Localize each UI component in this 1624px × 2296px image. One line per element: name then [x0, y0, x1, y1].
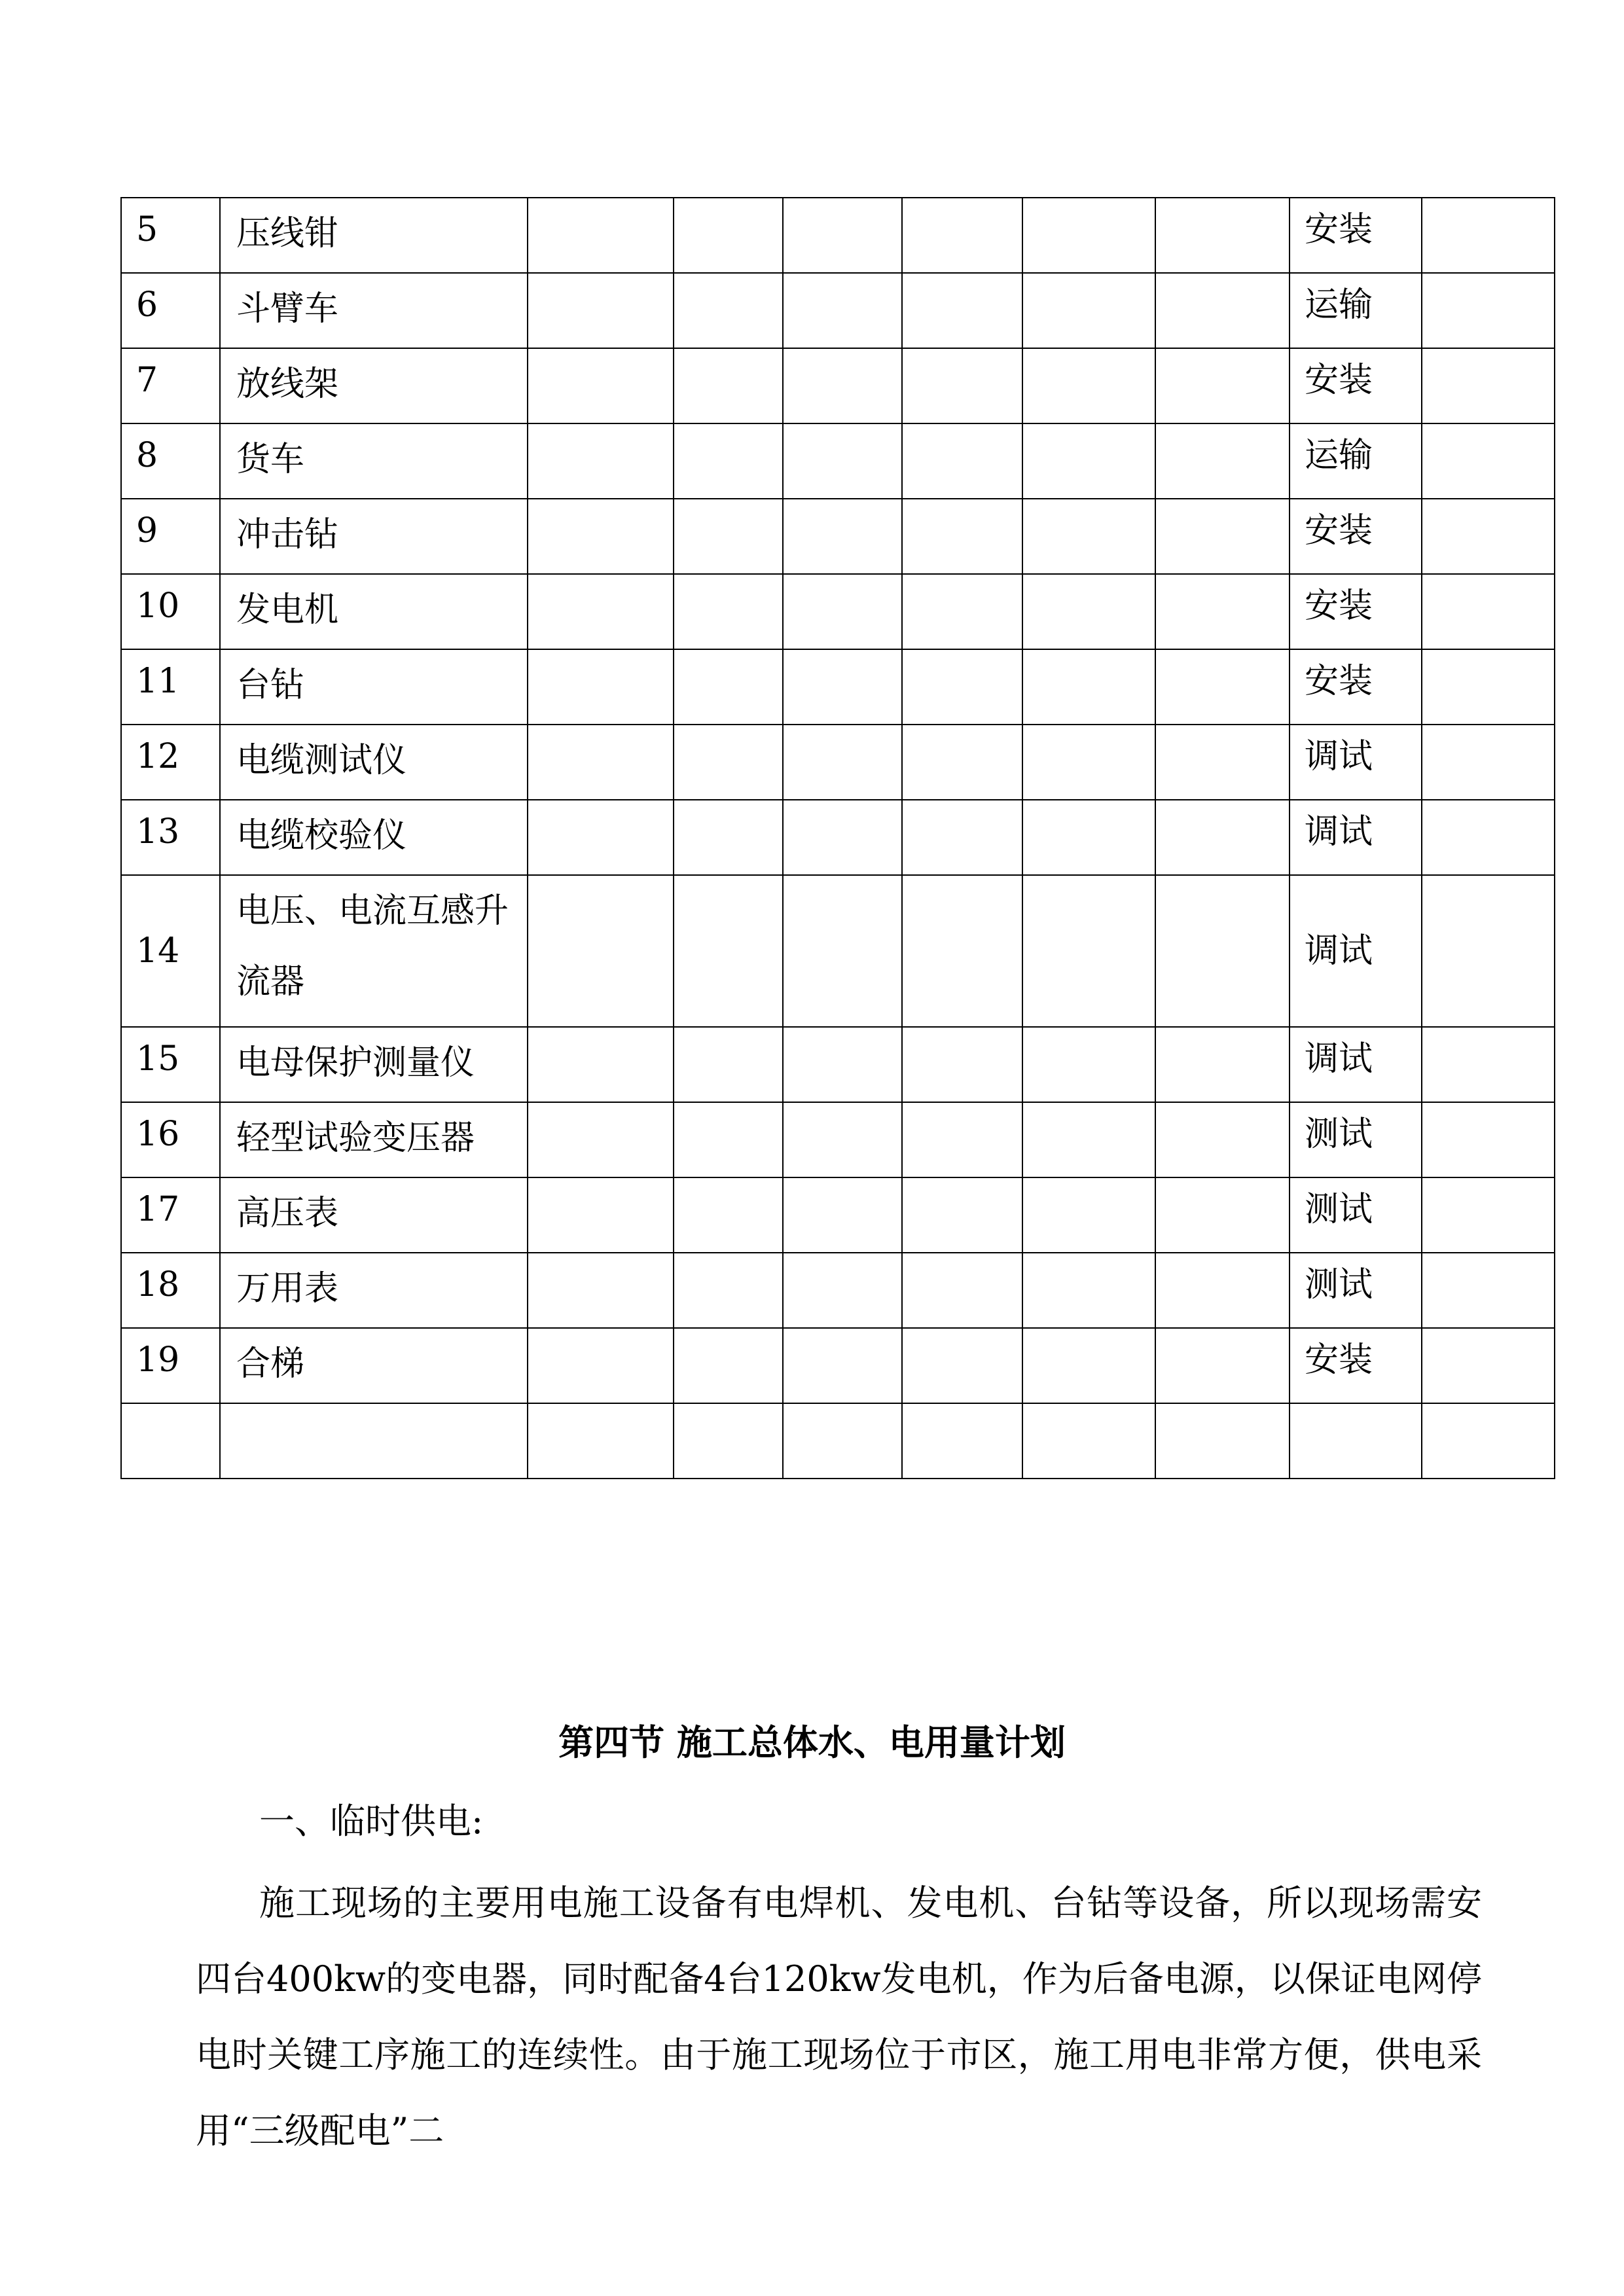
empty-cell	[902, 1253, 1022, 1328]
row-number: 6	[121, 273, 220, 348]
equipment-name: 电缆校验仪	[220, 800, 528, 875]
equipment-name	[220, 1403, 528, 1479]
empty-cell	[674, 875, 783, 1027]
table-row	[121, 1102, 1555, 1177]
empty-cell	[674, 423, 783, 499]
empty-cell	[783, 800, 902, 875]
row-number: 9	[121, 499, 220, 574]
equipment-name: 货车	[220, 423, 528, 499]
equipment-use: 安装	[1290, 198, 1422, 273]
equipment-name: 高压表	[220, 1177, 528, 1253]
equipment-use: 调试	[1290, 1027, 1422, 1102]
empty-cell	[674, 499, 783, 574]
empty-cell	[528, 1177, 674, 1253]
empty-cell	[528, 574, 674, 649]
empty-cell	[1422, 348, 1555, 423]
empty-cell	[1022, 1253, 1155, 1328]
empty-cell	[1022, 1403, 1155, 1479]
empty-cell	[1022, 800, 1155, 875]
empty-cell	[1422, 1403, 1555, 1479]
equipment-name: 冲击钻	[220, 499, 528, 574]
empty-cell	[902, 198, 1022, 273]
empty-cell	[902, 1027, 1022, 1102]
empty-cell	[1155, 1102, 1290, 1177]
empty-cell	[783, 1027, 902, 1102]
row-number: 17	[121, 1177, 220, 1253]
empty-cell	[783, 875, 902, 1027]
equipment-name: 电压、电流互感升流器	[220, 875, 528, 1027]
empty-cell	[1022, 499, 1155, 574]
equipment-name: 放线架	[220, 348, 528, 423]
empty-cell	[783, 1403, 902, 1479]
table-row	[121, 198, 1555, 273]
empty-cell	[902, 1328, 1022, 1403]
empty-cell	[674, 725, 783, 800]
empty-cell	[1022, 198, 1155, 273]
empty-cell	[528, 875, 674, 1027]
empty-cell	[783, 1328, 902, 1403]
equipment-use: 测试	[1290, 1253, 1422, 1328]
equipment-name: 合梯	[220, 1328, 528, 1403]
equipment-use: 安装	[1290, 499, 1422, 574]
empty-cell	[674, 1102, 783, 1177]
equipment-name: 压线钳	[220, 198, 528, 273]
empty-cell	[902, 574, 1022, 649]
empty-cell	[528, 725, 674, 800]
equipment-name: 台钻	[220, 649, 528, 725]
empty-cell	[1022, 875, 1155, 1027]
empty-cell	[783, 649, 902, 725]
empty-cell	[783, 273, 902, 348]
empty-cell	[1422, 800, 1555, 875]
empty-cell	[902, 1102, 1022, 1177]
equipment-use	[1290, 1403, 1422, 1479]
empty-cell	[674, 1403, 783, 1479]
equipment-use: 调试	[1290, 725, 1422, 800]
table-row	[121, 649, 1555, 725]
row-number: 18	[121, 1253, 220, 1328]
empty-cell	[1022, 1102, 1155, 1177]
empty-cell	[1155, 1328, 1290, 1403]
equipment-use: 测试	[1290, 1177, 1422, 1253]
empty-cell	[1022, 1027, 1155, 1102]
empty-cell	[528, 499, 674, 574]
row-number: 12	[121, 725, 220, 800]
empty-cell	[674, 1328, 783, 1403]
equipment-name: 电缆测试仪	[220, 725, 528, 800]
empty-cell	[528, 348, 674, 423]
table-row	[121, 1027, 1555, 1102]
empty-cell	[1422, 1027, 1555, 1102]
empty-cell	[902, 800, 1022, 875]
empty-cell	[674, 1027, 783, 1102]
empty-cell	[1422, 1177, 1555, 1253]
empty-cell	[1155, 1027, 1290, 1102]
empty-cell	[528, 1403, 674, 1479]
empty-cell	[528, 198, 674, 273]
empty-cell	[1155, 1253, 1290, 1328]
empty-cell	[1155, 499, 1290, 574]
empty-cell	[1022, 574, 1155, 649]
empty-cell	[783, 348, 902, 423]
empty-cell	[528, 1328, 674, 1403]
table-row	[121, 875, 1555, 1027]
empty-cell	[1422, 198, 1555, 273]
empty-cell	[1422, 725, 1555, 800]
empty-cell	[783, 423, 902, 499]
empty-cell	[1155, 875, 1290, 1027]
empty-cell	[902, 875, 1022, 1027]
empty-cell	[1155, 725, 1290, 800]
empty-cell	[1155, 198, 1290, 273]
equipment-use: 安装	[1290, 1328, 1422, 1403]
equipment-use: 安装	[1290, 348, 1422, 423]
empty-cell	[783, 499, 902, 574]
empty-cell	[1422, 499, 1555, 574]
row-number: 14	[121, 875, 220, 1027]
row-number: 13	[121, 800, 220, 875]
empty-cell	[1022, 1177, 1155, 1253]
empty-cell	[902, 499, 1022, 574]
table-row	[121, 1177, 1555, 1253]
empty-cell	[783, 725, 902, 800]
empty-cell	[1155, 1177, 1290, 1253]
equipment-name: 万用表	[220, 1253, 528, 1328]
empty-cell	[1155, 649, 1290, 725]
empty-cell	[1155, 273, 1290, 348]
table-row	[121, 800, 1555, 875]
empty-cell	[674, 273, 783, 348]
equipment-use: 调试	[1290, 800, 1422, 875]
empty-cell	[1022, 423, 1155, 499]
equipment-use: 安装	[1290, 574, 1422, 649]
empty-cell	[1422, 875, 1555, 1027]
empty-cell	[1422, 1328, 1555, 1403]
empty-cell	[528, 800, 674, 875]
table-row	[121, 1253, 1555, 1328]
row-number: 7	[121, 348, 220, 423]
empty-cell	[1155, 423, 1290, 499]
empty-cell	[674, 1177, 783, 1253]
empty-cell	[902, 725, 1022, 800]
empty-cell	[528, 423, 674, 499]
table-row	[121, 1328, 1555, 1403]
empty-cell	[1422, 649, 1555, 725]
row-number: 11	[121, 649, 220, 725]
empty-cell	[783, 1177, 902, 1253]
empty-cell	[1422, 423, 1555, 499]
table-row	[121, 1403, 1555, 1479]
empty-cell	[528, 1027, 674, 1102]
empty-cell	[1022, 348, 1155, 423]
section-heading: 第四节 施工总体水、电用量计划	[558, 1721, 1066, 1763]
empty-cell	[902, 1403, 1022, 1479]
subsection-heading: 一、临时供电:	[259, 1801, 484, 1842]
empty-cell	[1422, 273, 1555, 348]
empty-cell	[902, 649, 1022, 725]
empty-cell	[1422, 1253, 1555, 1328]
empty-cell	[674, 348, 783, 423]
row-number	[121, 1403, 220, 1479]
empty-cell	[783, 574, 902, 649]
equipment-name: 电母保护测量仪	[220, 1027, 528, 1102]
empty-cell	[902, 423, 1022, 499]
equipment-name: 斗臂车	[220, 273, 528, 348]
empty-cell	[783, 1102, 902, 1177]
empty-cell	[528, 649, 674, 725]
table-row	[121, 423, 1555, 499]
empty-cell	[674, 198, 783, 273]
empty-cell	[674, 574, 783, 649]
empty-cell	[902, 273, 1022, 348]
row-number: 5	[121, 198, 220, 273]
empty-cell	[674, 649, 783, 725]
equipment-table	[120, 197, 1555, 1479]
empty-cell	[783, 198, 902, 273]
row-number: 16	[121, 1102, 220, 1177]
empty-cell	[528, 1102, 674, 1177]
empty-cell	[902, 348, 1022, 423]
equipment-name: 发电机	[220, 574, 528, 649]
empty-cell	[1155, 1403, 1290, 1479]
empty-cell	[1022, 1328, 1155, 1403]
empty-cell	[674, 1253, 783, 1328]
empty-cell	[902, 1177, 1022, 1253]
row-number: 10	[121, 574, 220, 649]
empty-cell	[1422, 1102, 1555, 1177]
table-row	[121, 348, 1555, 423]
empty-cell	[528, 273, 674, 348]
table-row	[121, 499, 1555, 574]
empty-cell	[783, 1253, 902, 1328]
empty-cell	[674, 800, 783, 875]
body-paragraph: 施工现场的主要用电施工设备有电焊机、发电机、台钻等设备，所以现场需安四台400kw的变电器，同时配备4台120kw发电机，作为后备电源，以保证电网停电时关键工序施工的连续性。由于施工现场位于市区，施工用电非常方便，供电采用“三级配电”二	[196, 1882, 1482, 2151]
row-number: 8	[121, 423, 220, 499]
equipment-name: 轻型试验变压器	[220, 1102, 528, 1177]
equipment-use: 运输	[1290, 273, 1422, 348]
empty-cell	[1155, 574, 1290, 649]
equipment-use: 测试	[1290, 1102, 1422, 1177]
equipment-use: 安装	[1290, 649, 1422, 725]
empty-cell	[1155, 800, 1290, 875]
table-row	[121, 273, 1555, 348]
empty-cell	[1022, 273, 1155, 348]
equipment-use: 运输	[1290, 423, 1422, 499]
empty-cell	[528, 1253, 674, 1328]
empty-cell	[1422, 574, 1555, 649]
empty-cell	[1155, 348, 1290, 423]
row-number: 19	[121, 1328, 220, 1403]
row-number: 15	[121, 1027, 220, 1102]
empty-cell	[1022, 725, 1155, 800]
table-row	[121, 574, 1555, 649]
table-row	[121, 725, 1555, 800]
empty-cell	[1022, 649, 1155, 725]
equipment-use: 调试	[1290, 875, 1422, 1027]
